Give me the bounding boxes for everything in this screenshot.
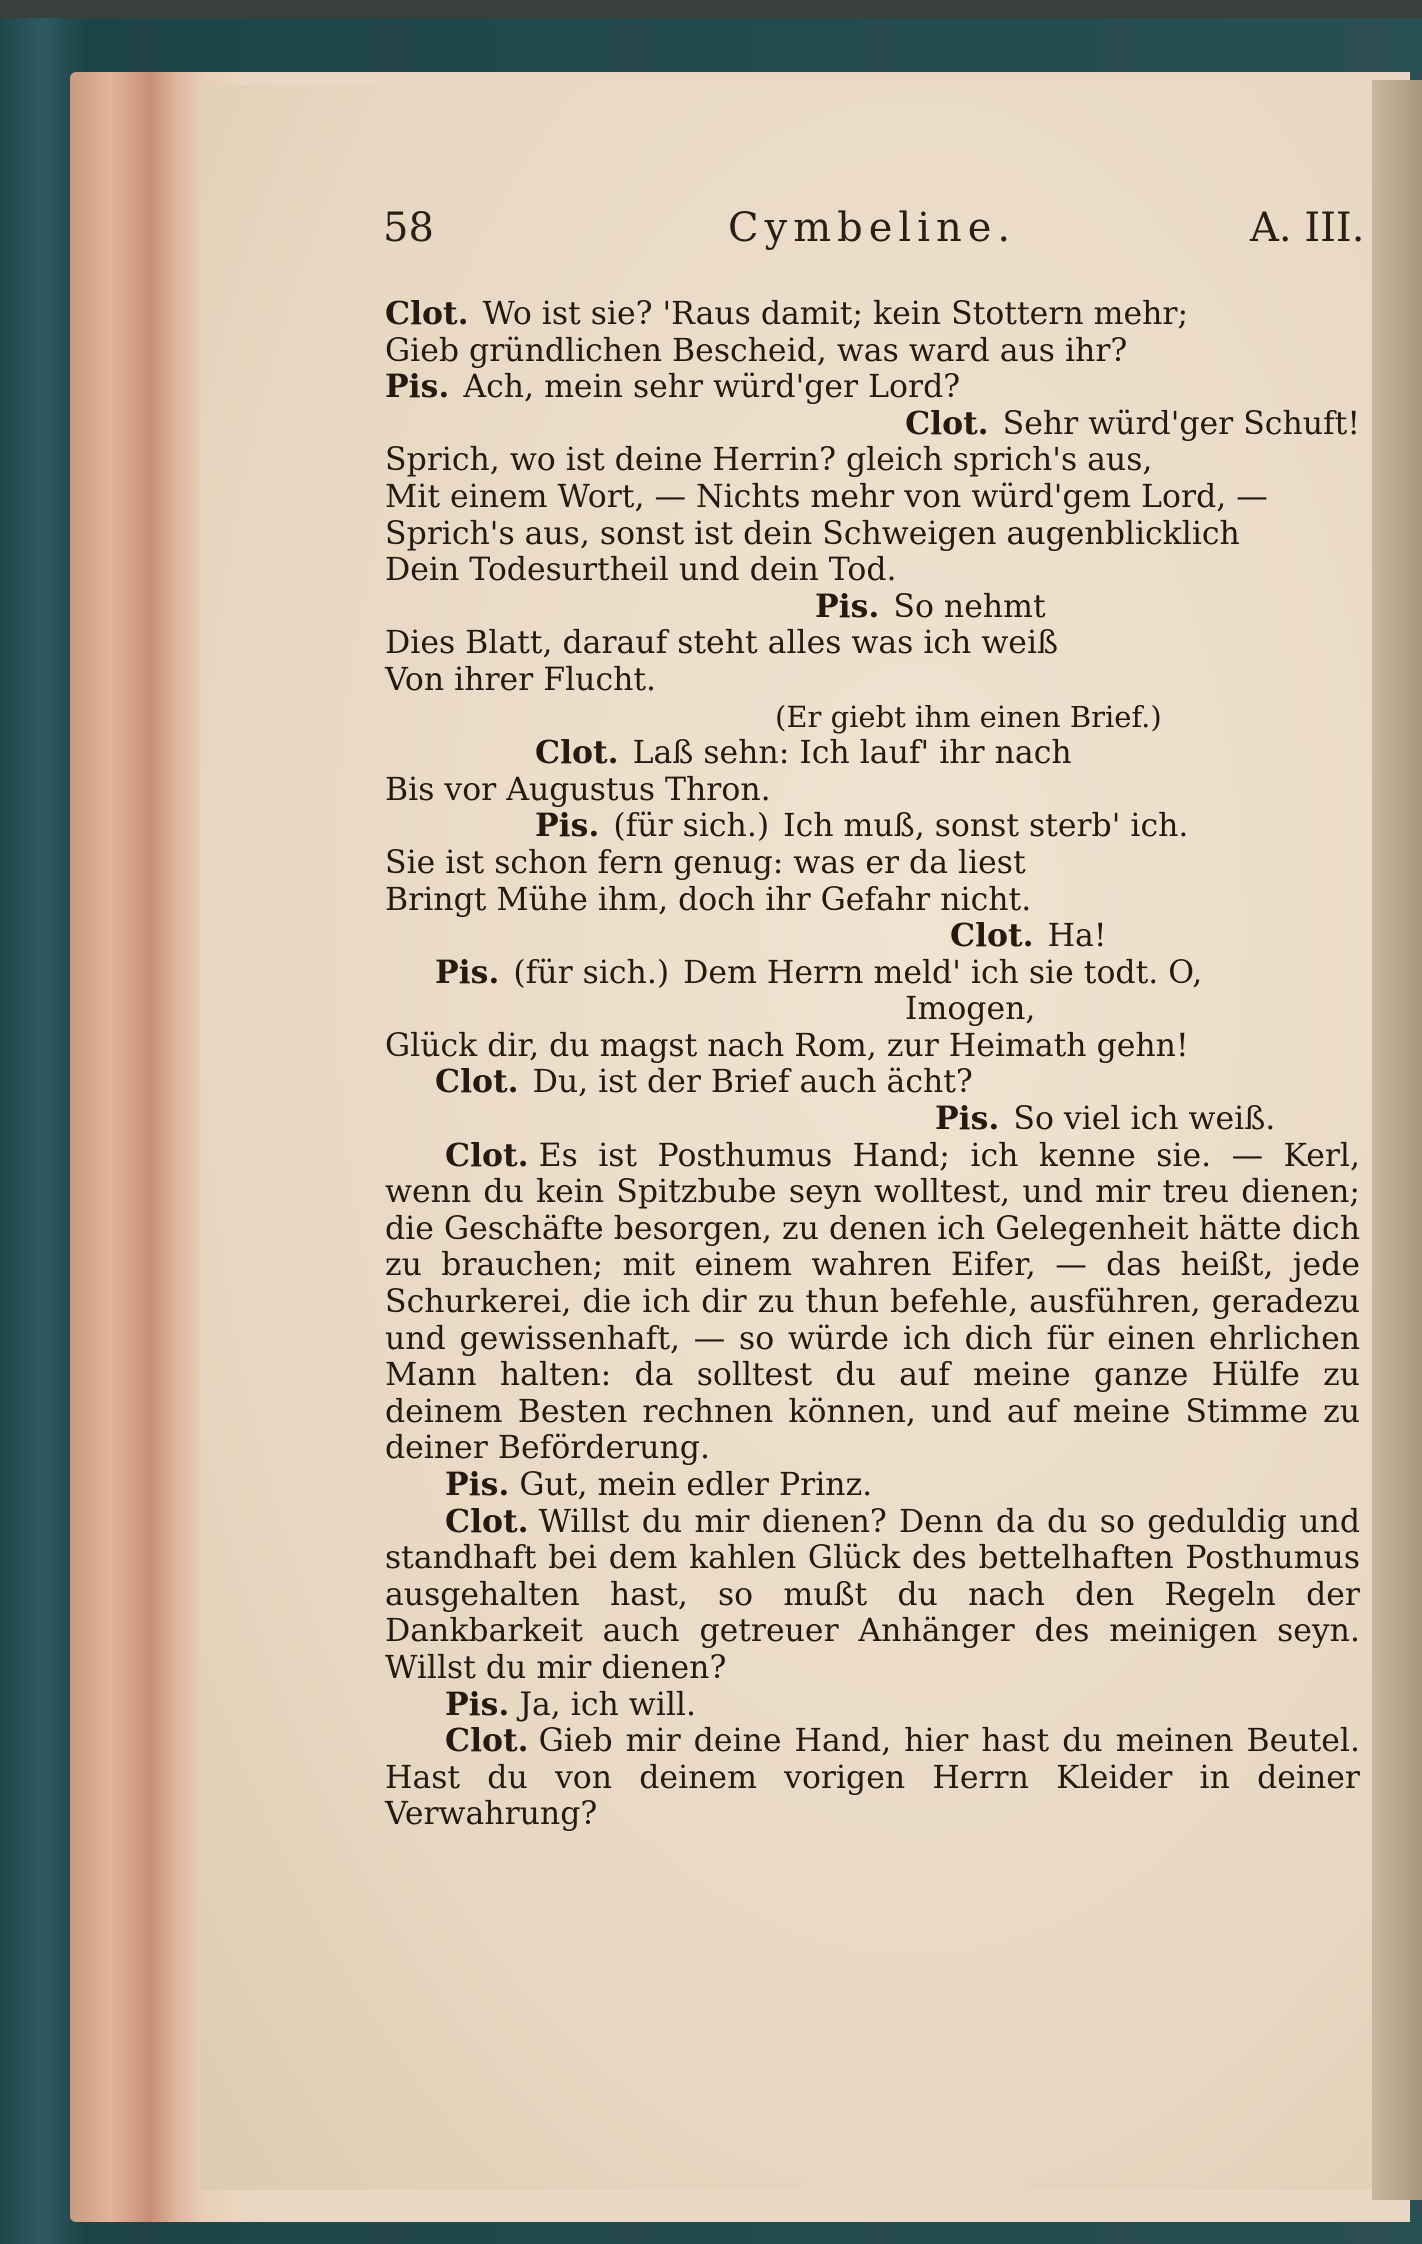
speaker: Pis. [815,587,880,625]
verse-line: Pis. So viel ich weiß. [935,1100,1276,1138]
running-title: Cymbeline. [728,205,1017,251]
speaker: Clot. [905,404,989,442]
speaker: Pis. [535,807,600,845]
prose-paragraph: Clot. Gieb mir deine Hand, hier hast du meinen Beutel. Hast du von deinem vorigen Herrn Kleider in deiner Verwahrung? [385,1722,1360,1833]
verse-line: Sprich's aus, sonst ist dein Schweigen augenblicklich [385,515,1240,552]
verse-line: Mit einem Wort, — Nichts mehr von würd'gem Lord, — [385,478,1268,515]
prose-paragraph: Pis. Ja, ich will. [445,1685,697,1723]
verse-line: Pis. (für sich.) Ich muß, sonst sterb' ich. [535,807,1189,845]
speaker: Clot. [535,734,619,772]
verse-line: Imogen, [905,991,1036,1028]
speaker: Clot. [385,295,469,332]
verse-line: Pis. So nehmt [815,587,1046,625]
speaker: Pis. [445,1685,510,1723]
verse-line: Dein Todesurtheil und dein Tod. [385,552,897,589]
prose-paragraph: Clot. Willst du mir dienen? Denn da du so geduldig und standhaft bei dem kahlen Glück des bettelhaften Posthumus ausgehalten hast, so mußt du nach den Regeln der Dankbarkeit auch getreuer Anhänger des meinigen seyn. Willst du mir dienen? [385,1502,1360,1686]
verse-line: Sie ist schon fern genug: was er da liest [385,844,1026,881]
verse-line: Von ihrer Flucht. [385,661,657,698]
verse-line: Clot. Laß sehn: Ich lauf' ihr nach [535,734,1072,772]
speaker: Pis. [935,1100,1000,1138]
verse-line: Pis. Ach, mein sehr würd'ger Lord? [385,368,961,406]
verse-line: Glück dir, du magst nach Rom, zur Heimath gehn! [385,1027,1189,1064]
verse-line: Gieb gründlichen Bescheid, was ward aus ihr? [385,332,1128,369]
verse-line: Clot. Sehr würd'ger Schuft! [905,404,1360,442]
speaker: Pis. [445,1466,510,1503]
act-marker: A. III. [1250,205,1365,251]
verse-line: Dies Blatt, darauf steht alles was ich weiß [385,625,1059,662]
verse-line: Clot. Du, ist der Brief auch ächt? [435,1063,973,1101]
verse-line: Sprich, wo ist deine Herrin? gleich sprich's aus, [385,442,1153,479]
aside: (für sich.) [613,808,770,845]
speaker: Clot. [950,917,1034,955]
speaker: Clot. [435,1063,519,1101]
stage-direction: (Er giebt ihm einen Brief.) [775,699,1162,734]
play-text [385,296,1360,1833]
verse-line: Bringt Mühe ihm, doch ihr Gefahr nicht. [385,881,1032,918]
prose-paragraph: Clot. Es ist Posthumus Hand; ich kenne sie. — Kerl, wenn du kein Spitzbube seyn wolltest, und mir treu dienen; die Geschäfte besorgen, zu denen ich Gelegenheit hätte dich zu brauchen; mit einem wahren Eifer, — das heißt, jede Schurkerei, die ich dir zu thun befehle, ausführen, geradezu und gewissenhaft, — so würde ich dich für einen ehrlichen Mann halten: da solltest du auf meine ganze Hülfe zu deinem Besten rechnen können, und auf meine Stimme zu deiner Beförderung. [385,1136,1360,1467]
speaker: Clot. [445,1722,529,1760]
verse-line: Pis. (für sich.) Dem Herrn meld' ich sie todt. O, [435,953,1203,991]
page-number: 58 [383,205,434,251]
aside: (für sich.) [513,954,670,991]
speaker: Clot. [445,1136,529,1174]
verse-line: Clot. Ha! [950,917,1107,955]
speaker: Clot. [445,1502,529,1540]
speaker: Pis. [385,368,450,406]
verse-line: Bis vor Augustus Thron. [385,771,771,808]
prose-paragraph: Pis. Gut, mein edler Prinz. [445,1466,873,1503]
facing-page-edge [1372,80,1422,2200]
running-header [0,205,1422,265]
speaker: Pis. [435,953,500,991]
verse-line: Clot. Wo ist sie? 'Raus damit; kein Stottern mehr; [385,295,1189,332]
